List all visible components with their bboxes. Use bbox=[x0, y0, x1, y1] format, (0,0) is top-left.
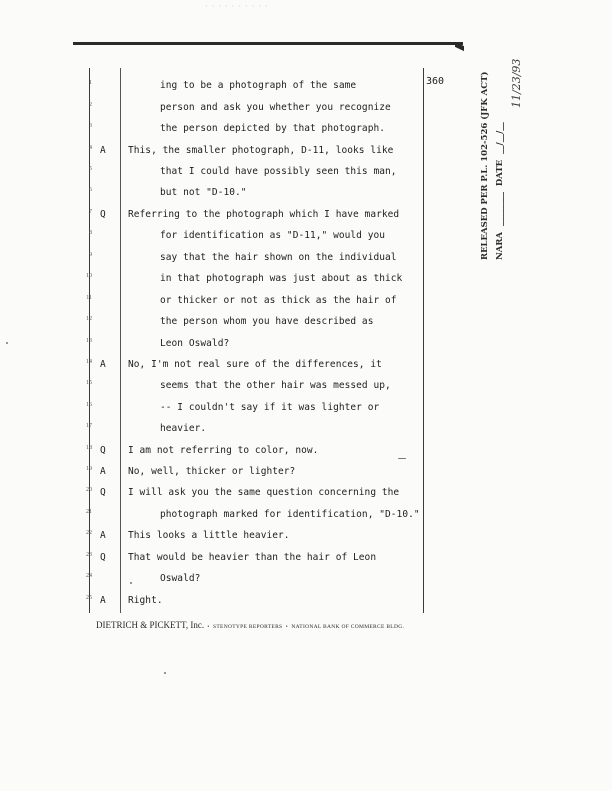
transcript-line: that I could have possibly seen this man, bbox=[160, 166, 397, 177]
line-number: 1 bbox=[89, 80, 92, 86]
transcript-line: say that the hair shown on the individual bbox=[160, 252, 397, 263]
line-number: 11 bbox=[86, 295, 92, 301]
line-number: 20 bbox=[86, 487, 92, 493]
transcript-margin-rule bbox=[120, 68, 121, 613]
line-number: 24 bbox=[86, 573, 92, 579]
transcript-line: I am not referring to color, now. bbox=[128, 445, 319, 456]
transcript-line: That would be heavier than the hair of Leon bbox=[128, 552, 377, 563]
footer-service: STENOTYPE REPORTERS bbox=[213, 624, 283, 630]
transcript-line: Oswald? bbox=[160, 573, 201, 584]
speaker-label: Q bbox=[100, 445, 106, 456]
line-number: 6 bbox=[89, 187, 92, 193]
top-smudge: · · · · · · · · · · bbox=[205, 2, 269, 11]
transcript-line: ing to be a photograph of the same bbox=[160, 80, 357, 91]
line-number: 8 bbox=[89, 230, 92, 236]
line-number: 21 bbox=[86, 509, 92, 515]
footer-separator: • bbox=[282, 624, 292, 630]
speaker-label: A bbox=[100, 466, 106, 477]
transcript-line: for identification as "D-11," would you bbox=[160, 230, 386, 241]
release-date-handwriting: 11/23/93 bbox=[510, 58, 523, 108]
page-number: 360 bbox=[426, 76, 445, 87]
scan-speck bbox=[398, 458, 406, 459]
transcript-line: but not "D-10." bbox=[160, 187, 247, 198]
scan-speck bbox=[130, 582, 132, 584]
transcript-line: This looks a little heavier. bbox=[128, 530, 290, 541]
transcript-line: No, I'm not real sure of the differences, it bbox=[128, 359, 382, 370]
footer-separator: • bbox=[204, 624, 214, 630]
transcript-line: Referring to the photograph which I have marked bbox=[128, 209, 400, 220]
speaker-label: A bbox=[100, 359, 106, 370]
line-number: 23 bbox=[86, 552, 92, 558]
line-number: 10 bbox=[86, 273, 92, 279]
footer-firm: DIETRICH & PICKETT, Inc. bbox=[96, 620, 205, 630]
transcript-line: in that photograph was just about as thick bbox=[160, 273, 403, 284]
release-stamp-line-2: NARA ________ DATE __/__/__ bbox=[495, 122, 505, 260]
release-stamp bbox=[478, 71, 512, 260]
line-number: 4 bbox=[89, 145, 92, 151]
transcript-line: This, the smaller photograph, D-11, looks like bbox=[128, 145, 394, 156]
transcript-line: seems that the other hair was messed up, bbox=[160, 380, 391, 391]
reporter-footer bbox=[96, 620, 404, 630]
transcript-line: -- I couldn't say if it was lighter or bbox=[160, 402, 380, 413]
footer-address: NATIONAL BANK OF COMMERCE BLDG. bbox=[291, 624, 405, 630]
line-number: 14 bbox=[86, 359, 92, 365]
line-number: 16 bbox=[86, 402, 92, 408]
speaker-label: A bbox=[100, 530, 106, 541]
line-number: 12 bbox=[86, 316, 92, 322]
line-number: 18 bbox=[86, 445, 92, 451]
line-number: 5 bbox=[89, 166, 92, 172]
line-number: 19 bbox=[86, 466, 92, 472]
speaker-label: Q bbox=[100, 552, 106, 563]
transcript-line: Leon Oswald? bbox=[160, 338, 230, 349]
line-number: 15 bbox=[86, 380, 92, 386]
transcript-line: the person whom you have described as bbox=[160, 316, 374, 327]
scan-speck bbox=[6, 342, 8, 344]
transcript-line: person and ask you whether you recognize bbox=[160, 102, 391, 113]
transcript-line: No, well, thicker or lighter? bbox=[128, 466, 296, 477]
transcript-line: the person depicted by that photograph. bbox=[160, 123, 386, 134]
transcript-line: or thicker or not as thick as the hair of bbox=[160, 295, 397, 306]
line-number: 13 bbox=[86, 338, 92, 344]
speaker-label: Q bbox=[100, 209, 106, 220]
release-stamp-line-1: RELEASED PER P.L. 102-526 (JFK ACT) bbox=[480, 71, 490, 260]
line-number: 17 bbox=[86, 423, 92, 429]
transcript-line: photograph marked for identification, "D-10." bbox=[160, 509, 420, 520]
transcript-line: I will ask you the same question concerning the bbox=[128, 487, 400, 498]
transcript-line: Right. bbox=[128, 595, 163, 606]
scan-speck bbox=[164, 672, 166, 674]
line-number: 2 bbox=[89, 102, 92, 108]
speaker-label: A bbox=[100, 595, 106, 606]
speaker-label: Q bbox=[100, 487, 106, 498]
line-number: 3 bbox=[89, 123, 92, 129]
line-number: 9 bbox=[89, 252, 92, 258]
line-number: 22 bbox=[86, 530, 92, 536]
line-number: 7 bbox=[89, 209, 92, 215]
line-number: 25 bbox=[86, 595, 92, 601]
transcript-line: heavier. bbox=[160, 423, 207, 434]
top-rule bbox=[73, 42, 463, 45]
speaker-label: A bbox=[100, 145, 106, 156]
